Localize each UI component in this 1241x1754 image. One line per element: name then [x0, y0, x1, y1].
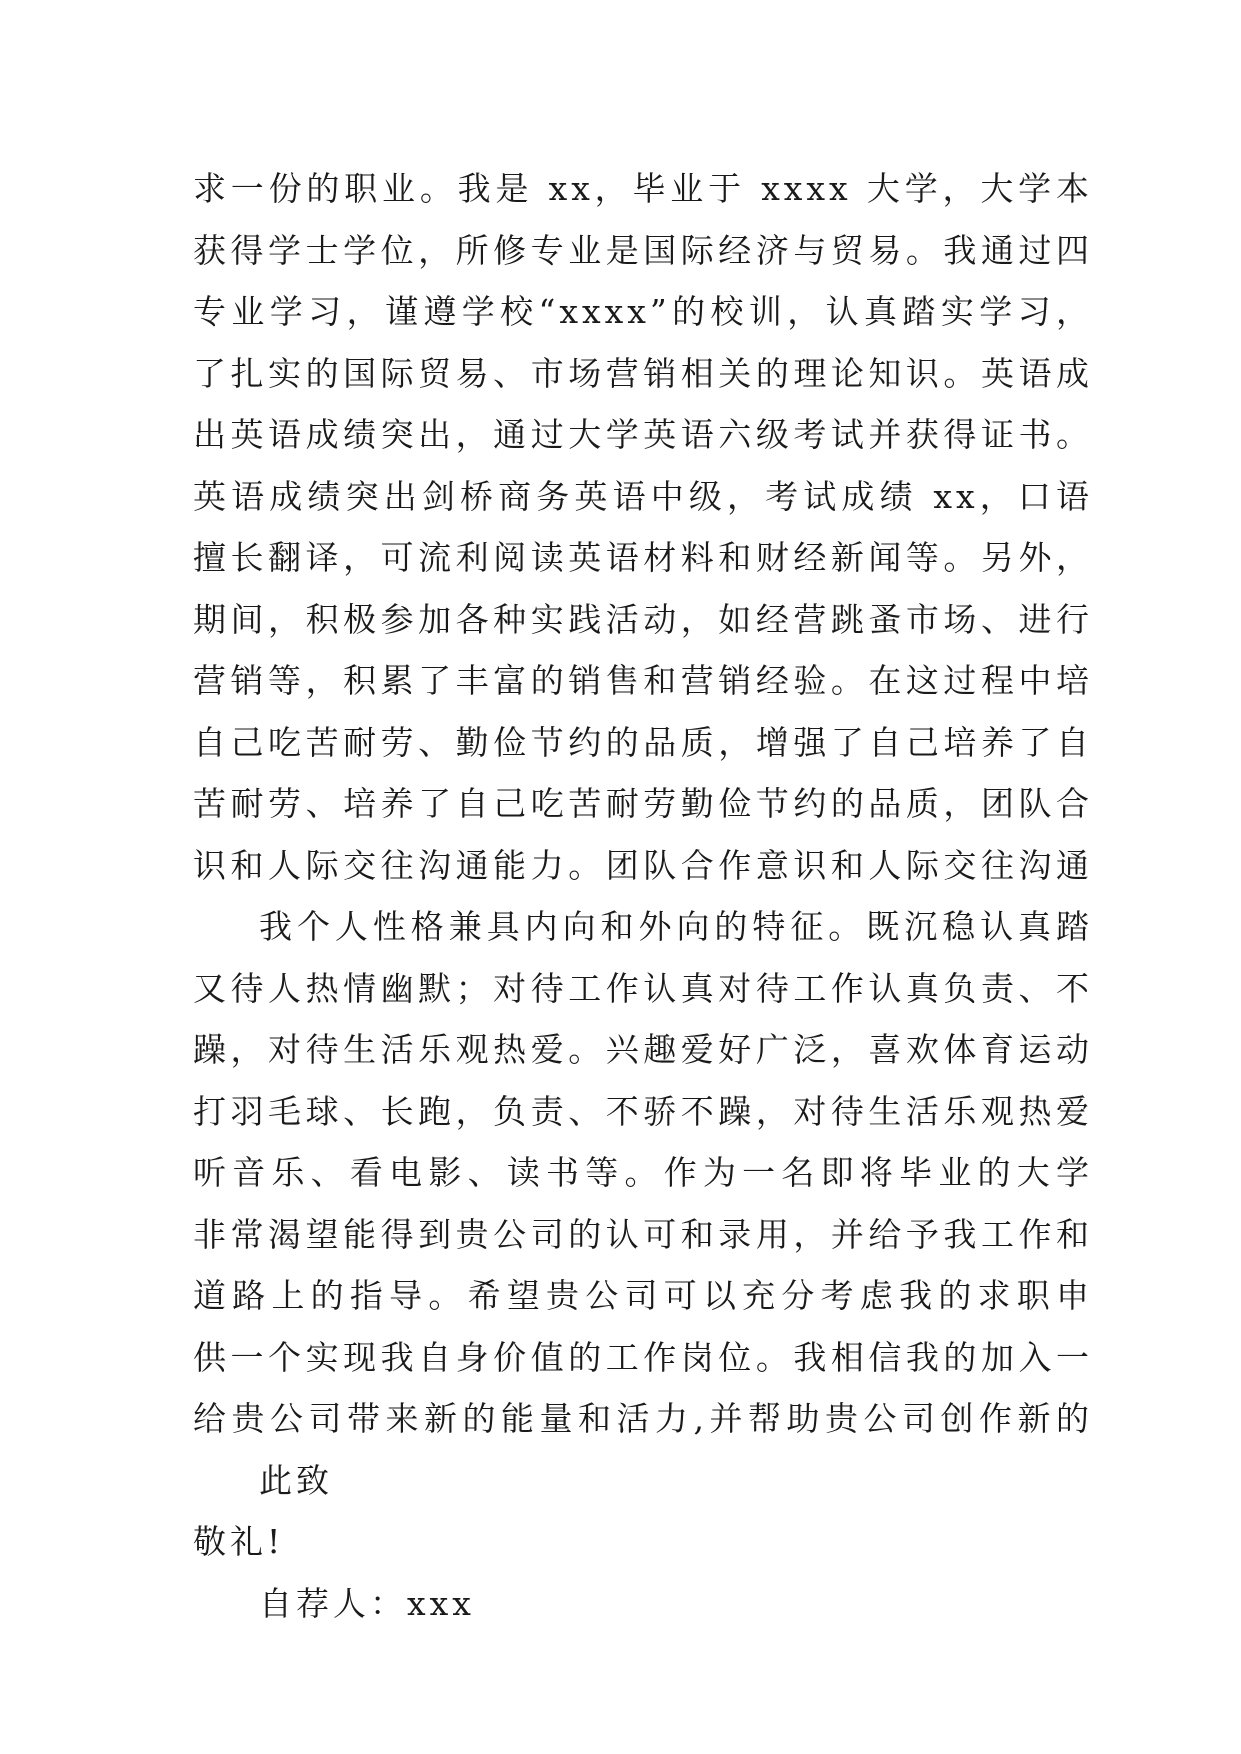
text-line: 擅长翻译，可流利阅读英语材料和财经新闻等。另外， — [193, 538, 1093, 577]
text-line: 识和人际交往沟通能力。团队合作意识和人际交往沟通 — [193, 845, 1093, 885]
text-line: 求一份的职业。我是 xx，毕业于 xxxx 大学，大学本 — [193, 169, 1093, 208]
letter-body — [193, 158, 1093, 1634]
text-line: 自己吃苦耐劳、勤俭节约的品质，增强了自己培养了自 — [193, 722, 1093, 762]
signature: 自荐人：xxx — [259, 1583, 475, 1623]
text-line: 苦耐劳、培养了自己吃苦耐劳勤俭节约的品质，团队合 — [193, 784, 1093, 823]
paragraph-education — [193, 158, 1093, 896]
text-line: 听音乐、看电影、读书等。作为一名即将毕业的大学 — [193, 1153, 1093, 1192]
text-line: 英语成绩突出剑桥商务英语中级，考试成绩 xx，口语 — [193, 476, 1093, 516]
text-line: 道路上的指导。希望贵公司可以充分考虑我的求职申 — [193, 1276, 1093, 1315]
text-line: 供一个实现我自身价值的工作岗位。我相信我的加入一 — [193, 1337, 1093, 1377]
text-line: 专业学习，谨遵学校“xxxx”的校训，认真踏实学习， — [193, 292, 1093, 331]
text-line: 又待人热情幽默；对待工作认真对待工作认真负责、不 — [193, 968, 1093, 1008]
text-line: 给贵公司带来新的能量和活力,并帮助贵公司创作新的 — [193, 1399, 1093, 1438]
text-line: 打羽毛球、长跑，负责、不骄不躁，对待生活乐观热爱 — [193, 1091, 1093, 1131]
text-line: 我个人性格兼具内向和外向的特征。既沉稳认真踏 — [259, 907, 1093, 946]
text-line: 躁，对待生活乐观热爱。兴趣爱好广泛，喜欢体育运动 — [193, 1030, 1093, 1069]
text-line: 获得学士学位，所修专业是国际经济与贸易。我通过四 — [193, 230, 1093, 270]
text-line: 营销等，积累了丰富的销售和营销经验。在这过程中培 — [193, 661, 1093, 700]
text-line: 期间，积极参加各种实践活动，如经营跳蚤市场、进行 — [193, 599, 1093, 639]
text-line: 出英语成绩突出，通过大学英语六级考试并获得证书。 — [193, 415, 1093, 454]
text-line: 非常渴望能得到贵公司的认可和录用，并给予我工作和 — [193, 1214, 1093, 1254]
paragraph-personality — [193, 896, 1093, 1450]
salute: 敬礼! — [193, 1522, 285, 1561]
closing-phrase: 此致 — [259, 1460, 333, 1500]
text-line: 了扎实的国际贸易、市场营销相关的理论知识。英语成 — [193, 353, 1093, 393]
